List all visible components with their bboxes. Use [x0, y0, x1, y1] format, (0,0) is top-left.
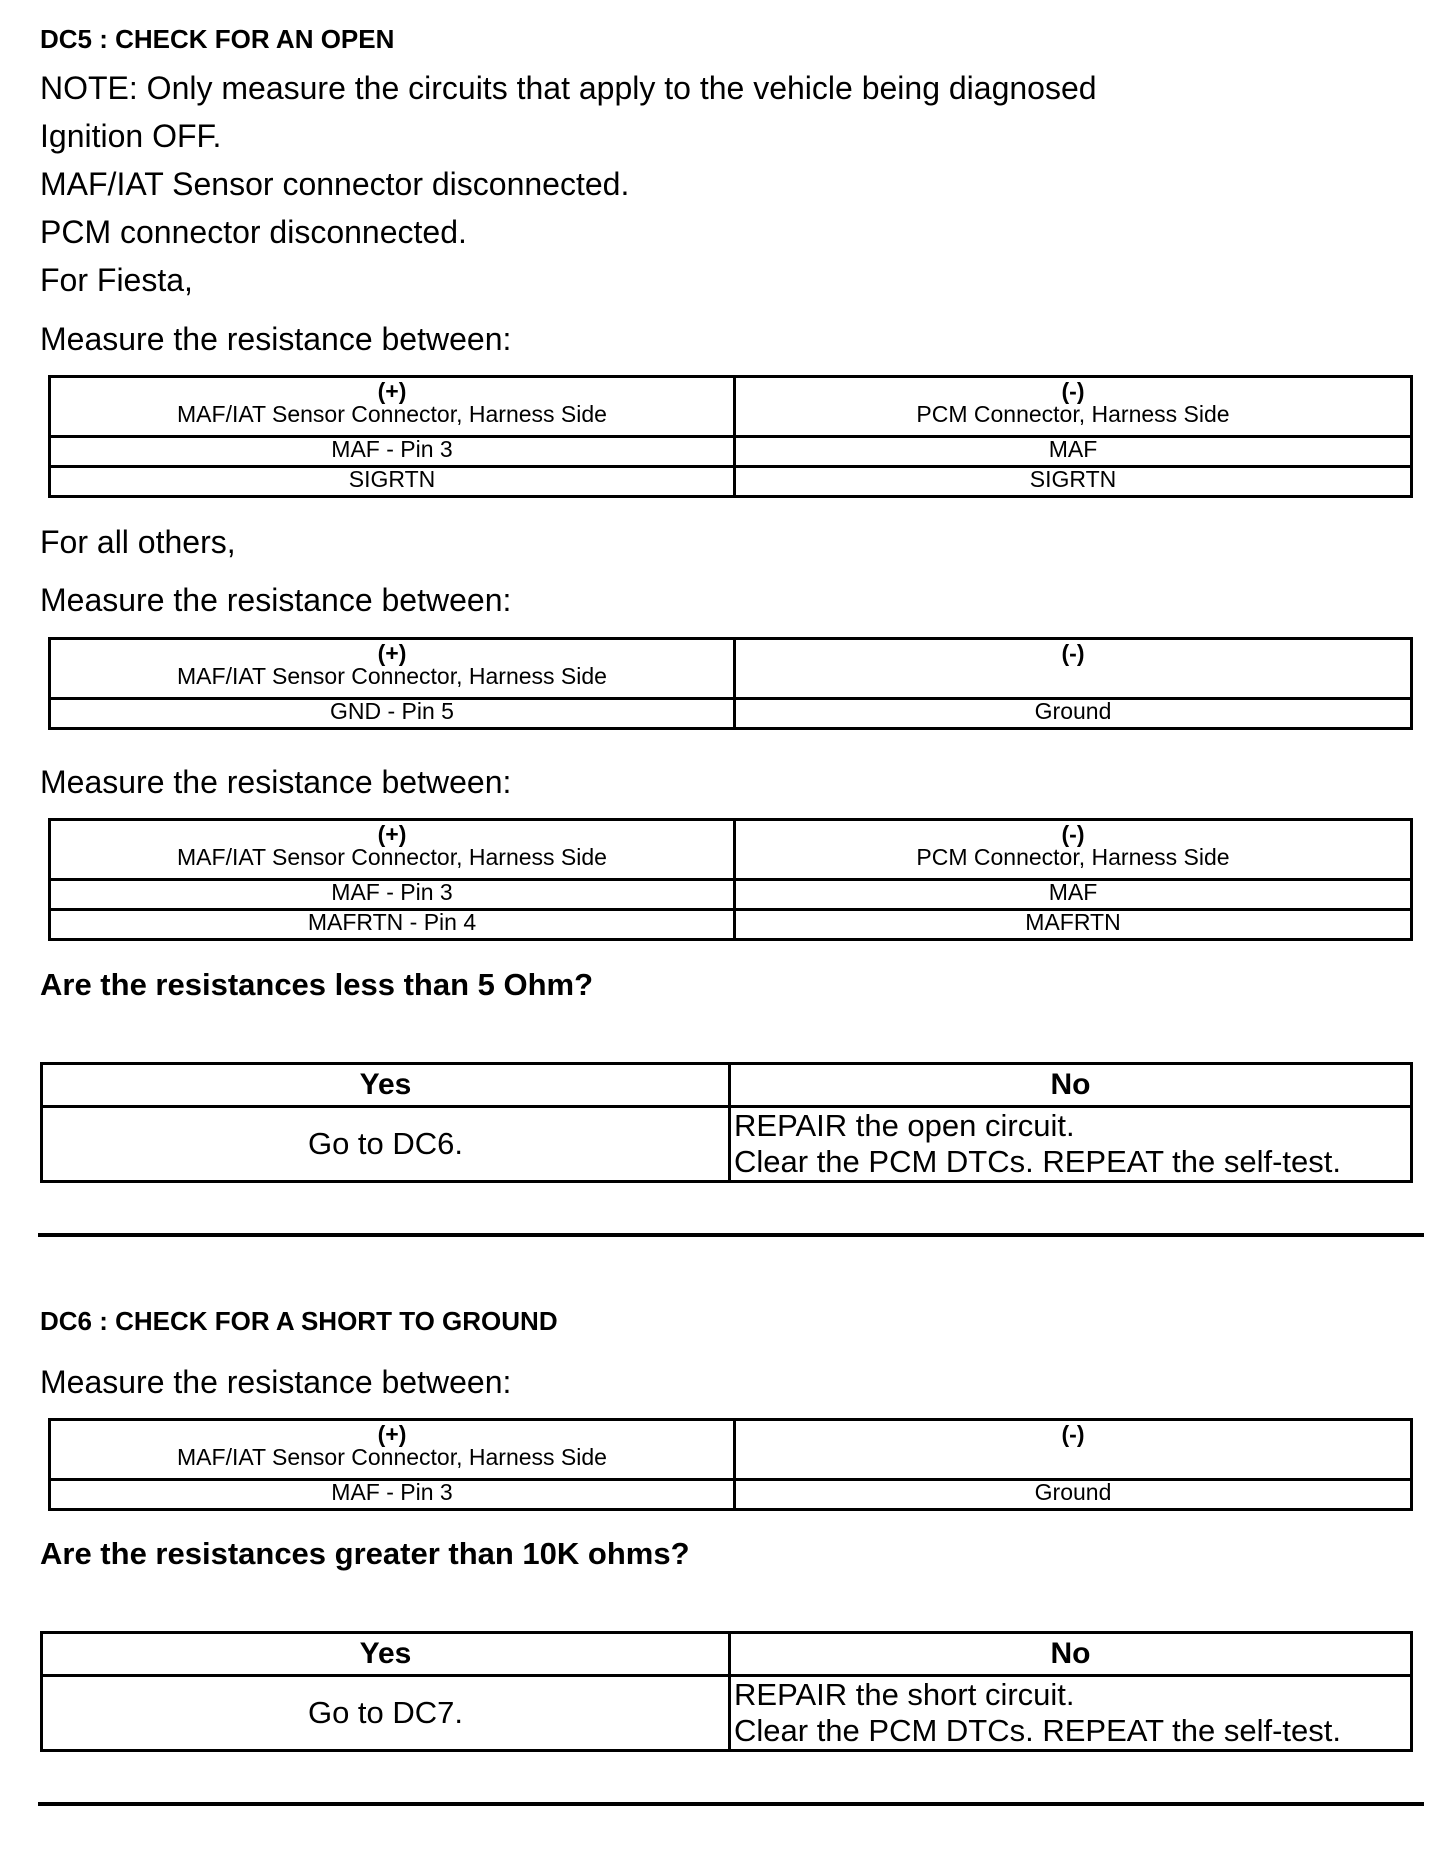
- dc5-question: Are the resistances less than 5 Ohm?: [40, 967, 594, 1002]
- header-minus: [735, 639, 1412, 699]
- no-header: No: [730, 1064, 1412, 1107]
- plus-symbol: (+): [377, 1421, 407, 1447]
- plus-symbol: (+): [377, 378, 407, 404]
- table-row: [50, 467, 1412, 497]
- no-action: [730, 1107, 1412, 1182]
- dc5-note: NOTE: Only measure the circuits that apply to the vehicle being diagnosed: [40, 70, 1097, 106]
- dc5-table-others: [48, 637, 1413, 730]
- dc6-table: [48, 1418, 1413, 1511]
- minus-symbol: (-): [1061, 821, 1085, 847]
- dc5-title: DC5 : CHECK FOR AN OPEN: [40, 24, 395, 54]
- dc5-table-mafrtn: [48, 818, 1413, 941]
- header-plus-text: MAF/IAT Sensor Connector, Harness Side: [177, 1444, 607, 1470]
- dc5-measure-3: Measure the resistance between:: [40, 764, 512, 800]
- table-row: [50, 910, 1412, 940]
- header-minus-text: PCM Connector, Harness Side: [916, 401, 1230, 427]
- cell: Ground: [735, 699, 1412, 729]
- no-header: No: [730, 1633, 1412, 1676]
- table-row: [50, 1480, 1412, 1510]
- cell: MAF: [735, 437, 1412, 467]
- cell: MAF - Pin 3: [50, 1480, 735, 1510]
- minus-symbol: (-): [1061, 1421, 1085, 1447]
- cell: MAF - Pin 3: [50, 880, 735, 910]
- section-divider: [38, 1233, 1424, 1237]
- header-minus-text: PCM Connector, Harness Side: [916, 844, 1230, 870]
- cell: SIGRTN: [50, 467, 735, 497]
- table-row: [50, 437, 1412, 467]
- yes-action: Go to DC6.: [42, 1107, 730, 1182]
- yes-action: Go to DC7.: [42, 1676, 730, 1751]
- header-minus: [735, 820, 1412, 880]
- no-action-line-1: REPAIR the short circuit.: [734, 1677, 1075, 1712]
- header-minus: [735, 1420, 1412, 1480]
- cell: SIGRTN: [735, 467, 1412, 497]
- dc6-title: DC6 : CHECK FOR A SHORT TO GROUND: [40, 1306, 558, 1336]
- header-plus: [50, 1420, 735, 1480]
- dc5-ignition: Ignition OFF.: [40, 118, 222, 154]
- no-action-line-2: Clear the PCM DTCs. REPEAT the self-test.: [734, 1144, 1341, 1179]
- cell: Ground: [735, 1480, 1412, 1510]
- header-plus-text: MAF/IAT Sensor Connector, Harness Side: [177, 401, 607, 427]
- no-action-line-1: REPAIR the open circuit.: [734, 1108, 1075, 1143]
- cell: MAFRTN - Pin 4: [50, 910, 735, 940]
- table-row: [50, 699, 1412, 729]
- dc5-measure-1: Measure the resistance between:: [40, 321, 512, 357]
- header-minus: [735, 377, 1412, 437]
- cell: MAFRTN: [735, 910, 1412, 940]
- dc5-pcm-disconnected: PCM connector disconnected.: [40, 214, 467, 250]
- yes-header: Yes: [42, 1633, 730, 1676]
- dc5-for-others: For all others,: [40, 524, 236, 560]
- header-plus-text: MAF/IAT Sensor Connector, Harness Side: [177, 663, 607, 689]
- table-row: [50, 880, 1412, 910]
- dc5-for-fiesta: For Fiesta,: [40, 262, 193, 298]
- plus-symbol: (+): [377, 821, 407, 847]
- no-action-line-2: Clear the PCM DTCs. REPEAT the self-test.: [734, 1713, 1341, 1748]
- section-divider: [38, 1802, 1424, 1806]
- header-plus: [50, 820, 735, 880]
- dc5-measure-2: Measure the resistance between:: [40, 582, 512, 618]
- dc6-question: Are the resistances greater than 10K ohms?: [40, 1536, 690, 1571]
- dc6-decision-table: [40, 1631, 1413, 1752]
- cell: GND - Pin 5: [50, 699, 735, 729]
- dc5-table-fiesta: [48, 375, 1413, 498]
- yes-header: Yes: [42, 1064, 730, 1107]
- cell: MAF: [735, 880, 1412, 910]
- plus-symbol: (+): [377, 640, 407, 666]
- dc5-decision-table: [40, 1062, 1413, 1183]
- header-plus: [50, 639, 735, 699]
- dc5-maf-disconnected: MAF/IAT Sensor connector disconnected.: [40, 166, 630, 202]
- no-action: [730, 1676, 1412, 1751]
- header-plus: [50, 377, 735, 437]
- cell: MAF - Pin 3: [50, 437, 735, 467]
- minus-symbol: (-): [1061, 378, 1085, 404]
- dc6-measure: Measure the resistance between:: [40, 1364, 512, 1400]
- minus-symbol: (-): [1061, 640, 1085, 666]
- header-plus-text: MAF/IAT Sensor Connector, Harness Side: [177, 844, 607, 870]
